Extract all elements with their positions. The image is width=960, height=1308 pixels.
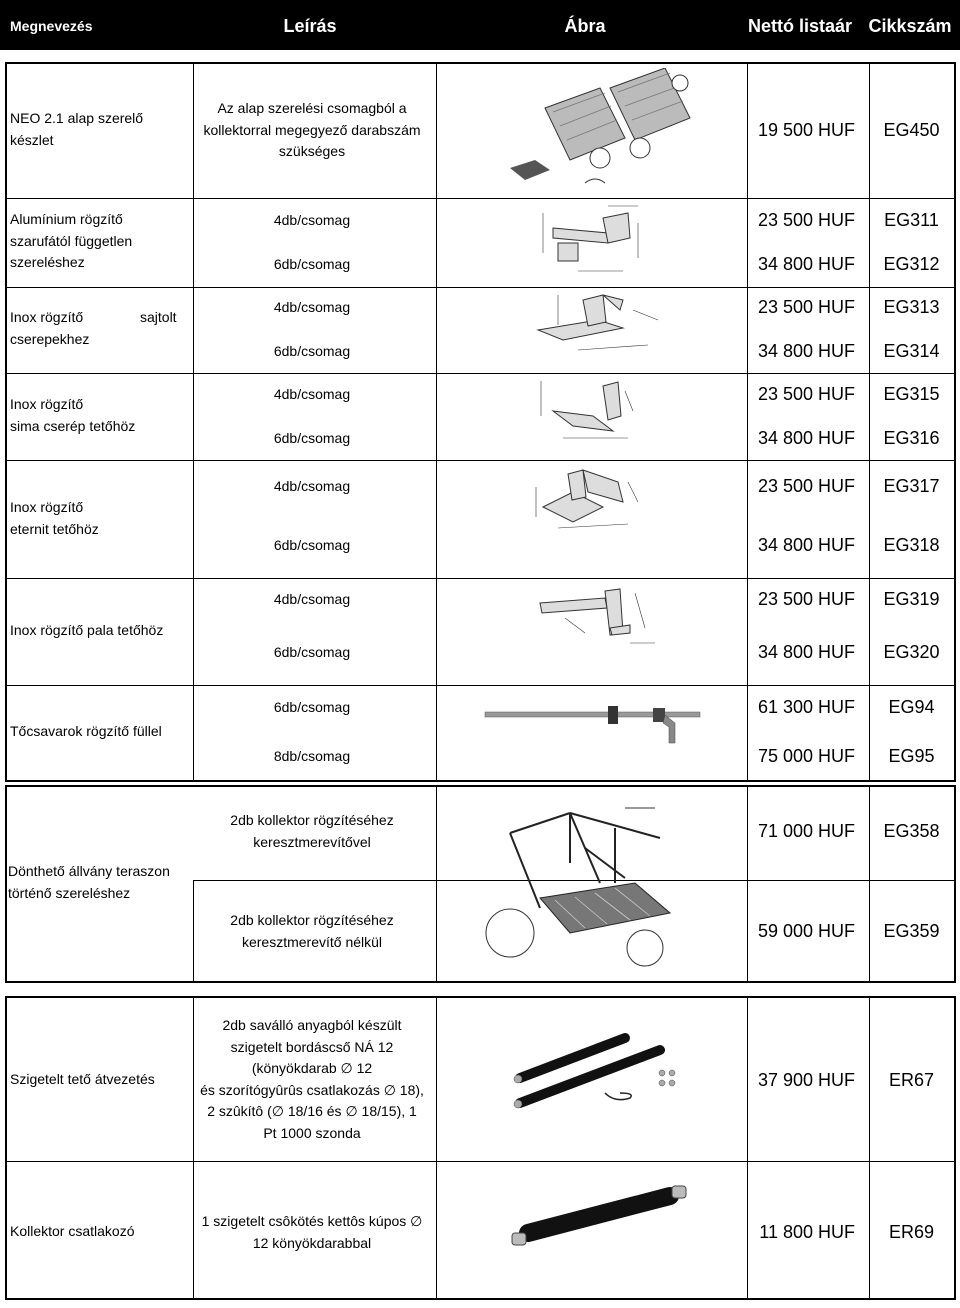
- price: 61 300 HUF: [757, 697, 855, 717]
- price: 23 500 HUF: [757, 589, 855, 609]
- product-description: Az alap szerelési csomagból a kollektorral megegyező darabszám szükséges: [203, 100, 421, 159]
- price: 34 800 HUF: [757, 254, 855, 274]
- tilted-frame-diagram: [485, 788, 690, 968]
- product-description: 6db/csomag: [273, 699, 351, 715]
- price: 23 500 HUF: [757, 297, 855, 317]
- price: 34 800 HUF: [757, 341, 855, 361]
- product-code: EG314: [883, 341, 940, 361]
- insulated-pipes-image: [510, 1028, 690, 1113]
- product-code: EG318: [883, 535, 940, 555]
- product-code: ER69: [888, 1222, 935, 1242]
- product-code: EG319: [883, 589, 940, 609]
- product-name: Alumínium rögzítő szarufától független szereléshez: [10, 211, 133, 270]
- stud-bolt-image: [483, 700, 708, 745]
- product-name: Szigetelt tető átvezetés: [10, 1071, 155, 1087]
- product-name: Tőcsavarok rögzítő füllel: [10, 723, 162, 739]
- product-code: EG312: [883, 254, 940, 274]
- pressed-tile-hook-diagram: [528, 290, 668, 354]
- header-price: Nettó listaár: [747, 16, 853, 36]
- product-name: Inox rögzítő sima cserép tetőhöz: [10, 396, 136, 434]
- price: 34 800 HUF: [757, 428, 855, 448]
- product-description: 8db/csomag: [273, 748, 351, 764]
- price: 75 000 HUF: [757, 746, 855, 766]
- product-name: Dönthető állvány teraszon történő szereléshez: [8, 863, 170, 901]
- product-description: 4db/csomag: [273, 591, 351, 607]
- product-code: EG95: [888, 746, 935, 766]
- product-name: Inox rögzítő cserepekhez: [10, 309, 90, 347]
- price: 23 500 HUF: [757, 210, 855, 230]
- product-name: Kollektor csatlakozó: [10, 1223, 135, 1239]
- product-description: 6db/csomag: [273, 430, 351, 446]
- price: 34 800 HUF: [757, 642, 855, 662]
- price: 19 500 HUF: [757, 120, 855, 140]
- product-code: EG94: [888, 697, 935, 717]
- product-table-section-3: [5, 996, 956, 1300]
- product-code: EG359: [883, 921, 940, 941]
- product-description: 6db/csomag: [273, 537, 351, 553]
- product-description: 6db/csomag: [273, 256, 351, 272]
- price: 59 000 HUF: [757, 921, 855, 941]
- collector-mounting-kit-diagram: [505, 68, 705, 193]
- product-code: EG311: [884, 210, 939, 230]
- slate-hook-diagram: [535, 583, 660, 653]
- price: 23 500 HUF: [757, 384, 855, 404]
- header-description: Leírás: [283, 16, 337, 36]
- price: 37 900 HUF: [757, 1070, 855, 1090]
- product-description: 2db saválló anyagból készült szigetelt bordáscső NÁ 12 (könyökdarab ∅ 12 és szorítógyûrûs csatlakozás ∅ 18), 2 szûkítô (∅ 18/16 és ∅ 18/15), 1 Pt 1000 szonda: [200, 1017, 424, 1141]
- product-description: 4db/csomag: [273, 212, 351, 228]
- price: 11 800 HUF: [759, 1222, 855, 1242]
- product-code: EG317: [883, 476, 940, 496]
- header-name: Megnevezés: [10, 18, 93, 34]
- product-code: EG358: [883, 821, 940, 841]
- product-description: 2db kollektor rögzítéséhez keresztmerevítő nélkül: [230, 912, 394, 950]
- product-code: ER67: [888, 1070, 935, 1090]
- product-description: 1 szigetelt csôkötés kettôs kúpos ∅ 12 könyökdarabbal: [201, 1213, 423, 1251]
- product-name-extra: sajtolt: [140, 309, 177, 325]
- product-name: Inox rögzítő eternit tetőhöz: [10, 499, 99, 537]
- price: 71 000 HUF: [757, 821, 855, 841]
- product-description: 6db/csomag: [273, 644, 351, 660]
- header-code: Cikkszám: [868, 16, 952, 36]
- product-code: EG313: [883, 297, 940, 317]
- product-description: 2db kollektor rögzítéséhez keresztmerevítővel: [230, 812, 394, 850]
- product-description: 4db/csomag: [273, 478, 351, 494]
- price: 34 800 HUF: [757, 535, 855, 555]
- product-code: EG450: [883, 120, 940, 140]
- collector-connector-image: [510, 1178, 690, 1258]
- flat-tile-hook-diagram: [533, 376, 638, 444]
- product-description: 6db/csomag: [273, 343, 351, 359]
- product-name: NEO 2.1 alap szerelő készlet: [10, 110, 144, 148]
- eternit-hook-diagram: [528, 462, 648, 534]
- product-code: EG316: [883, 428, 940, 448]
- header-figure: Ábra: [564, 16, 606, 36]
- product-description: 4db/csomag: [273, 386, 351, 402]
- table-header: [0, 0, 960, 50]
- product-code: EG315: [883, 384, 940, 404]
- product-code: EG320: [883, 642, 940, 662]
- product-name: Inox rögzítő pala tetőhöz: [10, 622, 164, 638]
- price: 23 500 HUF: [757, 476, 855, 496]
- product-description: 4db/csomag: [273, 299, 351, 315]
- aluminium-bracket-diagram: [538, 203, 658, 275]
